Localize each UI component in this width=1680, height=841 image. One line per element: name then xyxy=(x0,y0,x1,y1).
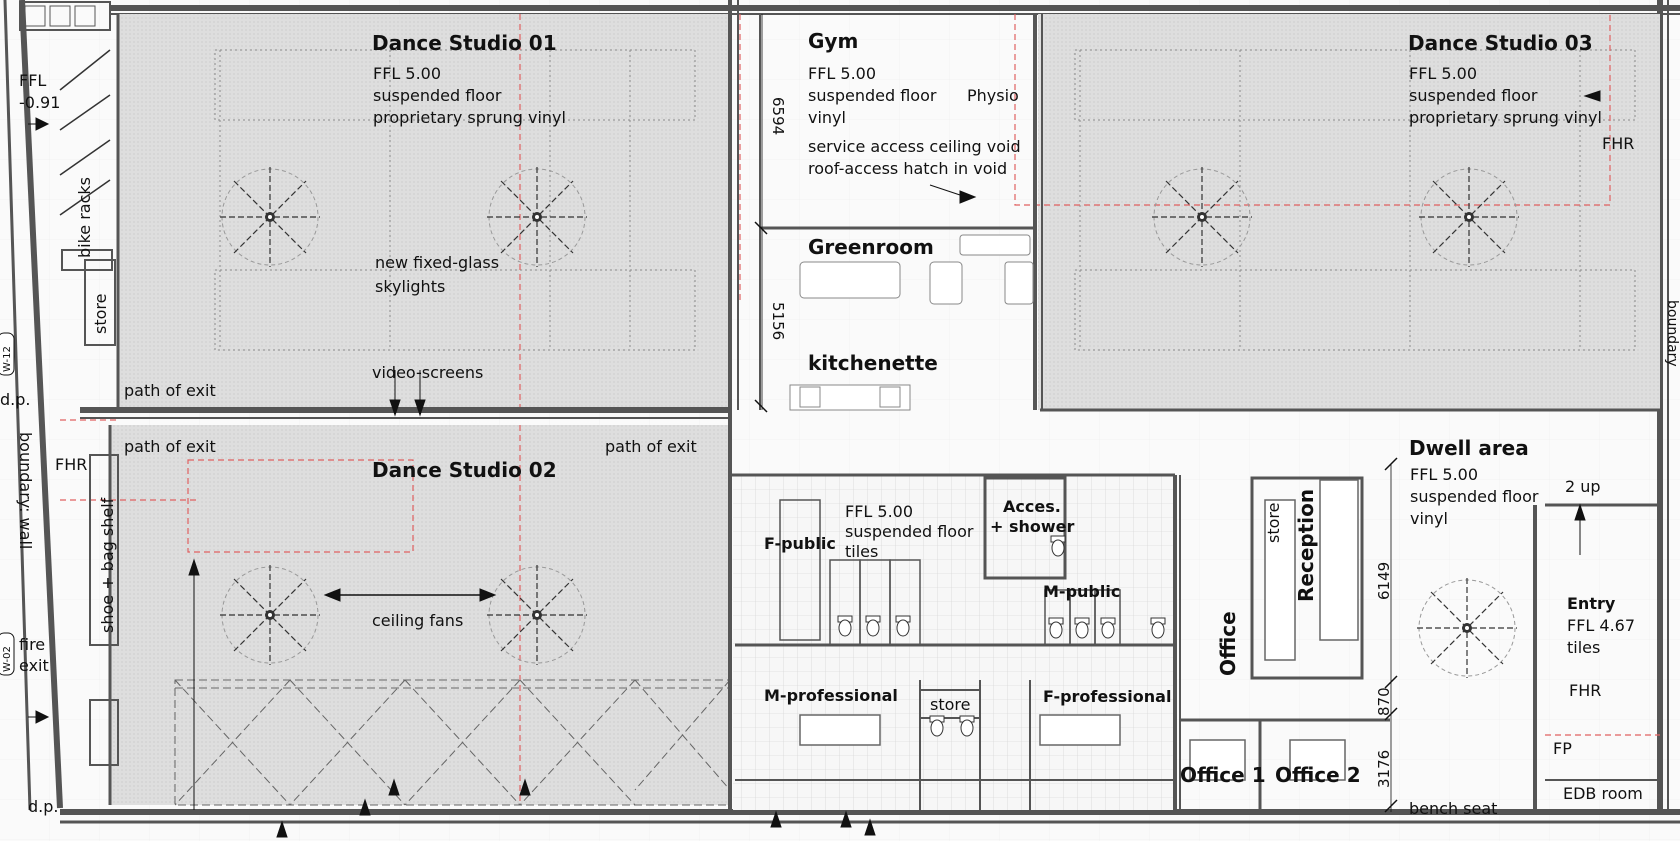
fhr-label-left: FHR xyxy=(55,455,88,474)
two-up-label: 2 up xyxy=(1565,477,1601,496)
toilets-floor-type: suspended floor xyxy=(845,522,974,541)
gym-title: Gym xyxy=(808,29,859,53)
skylights-line1: new fixed-glass xyxy=(375,253,500,272)
skylights-line2: skylights xyxy=(375,277,446,296)
dwell-floor-type: suspended floor xyxy=(1410,487,1539,506)
gym-ffl: FFL 5.00 xyxy=(808,64,877,83)
office-label: Office xyxy=(1216,611,1240,676)
boundary-right-label: boundary xyxy=(1664,300,1680,367)
ffl-left-label: FFL xyxy=(19,71,47,90)
f-public-label: F-public xyxy=(764,534,836,553)
entry-title: Entry xyxy=(1567,594,1616,613)
dance-studio-03-floor xyxy=(1038,14,1660,410)
dwell-finish: vinyl xyxy=(1410,509,1448,528)
dance-studio-03-floor-type: suspended floor xyxy=(1409,86,1538,105)
dance-studio-01-floor-type: suspended floor xyxy=(373,86,502,105)
dance-studio-01-finish: proprietary sprung vinyl xyxy=(373,108,566,127)
dance-studio-03-ffl: FFL 5.00 xyxy=(1409,64,1478,83)
kitchenette-title: kitchenette xyxy=(808,351,938,375)
dimension-6149: 6149 xyxy=(1375,561,1393,600)
path-of-exit-upper: path of exit xyxy=(124,381,216,400)
store-center-label: store xyxy=(930,695,971,714)
path-of-exit-lower-left: path of exit xyxy=(124,437,216,456)
shoe-bag-shelf-label: shoe + bag shelf xyxy=(98,497,117,633)
greenroom-title: Greenroom xyxy=(808,235,934,259)
dance-studio-02-title: Dance Studio 02 xyxy=(372,458,557,482)
dwell-area-title: Dwell area xyxy=(1409,436,1529,460)
dance-studio-01-title: Dance Studio 01 xyxy=(372,31,557,55)
fhr-label-studio-03: FHR xyxy=(1602,134,1635,153)
entry-finish: tiles xyxy=(1567,638,1601,657)
dance-studio-01-ffl: FFL 5.00 xyxy=(373,64,442,83)
m-public-label: M-public xyxy=(1043,582,1121,601)
dimension-5156: 5156 xyxy=(769,302,787,341)
dimension-3176: 3176 xyxy=(1375,749,1393,788)
ceiling-fans-label: ceiling fans xyxy=(372,611,464,630)
fire-exit-line1: fire xyxy=(19,635,46,654)
acces-shower-line2: + shower xyxy=(990,517,1075,536)
acces-shower-line1: Acces. xyxy=(1003,497,1061,516)
gym-floor-type: suspended floor xyxy=(808,86,937,105)
video-screens-label: video-screens xyxy=(372,363,484,382)
w02-label: W-02 xyxy=(2,646,13,672)
fhr-label-entry: FHR xyxy=(1569,681,1602,700)
fire-exit-line2: exit xyxy=(19,656,49,675)
bike-racks-label: bike racks xyxy=(75,176,94,258)
store-reception-label: store xyxy=(1264,502,1283,543)
f-professional-label: F-professional xyxy=(1043,687,1172,706)
office-2-label: Office 2 xyxy=(1275,763,1361,787)
dp-label-lower: d.p. xyxy=(28,797,59,816)
dwell-ffl: FFL 5.00 xyxy=(1410,465,1479,484)
physio-label: Physio xyxy=(967,86,1019,105)
toilets-finish: tiles xyxy=(845,542,879,561)
edb-room-label: EDB room xyxy=(1563,784,1643,803)
path-of-exit-lower-right: path of exit xyxy=(605,437,697,456)
ffl-left-value: -0.91 xyxy=(19,93,61,112)
gym-note-hatch: roof-access hatch in void xyxy=(808,159,1008,178)
gym-note-ceiling: service access ceiling void xyxy=(808,137,1021,156)
dimension-870: 870 xyxy=(1375,687,1393,716)
m-professional-label: M-professional xyxy=(764,686,898,705)
entry-ffl: FFL 4.67 xyxy=(1567,616,1636,635)
reception-label: Reception xyxy=(1294,488,1318,602)
boundary-wall-label: boundary: wall xyxy=(16,432,35,550)
store-left-label: store xyxy=(91,293,110,334)
fp-label: FP xyxy=(1553,739,1572,758)
w12-label: W-12 xyxy=(2,346,13,372)
office-1-label: Office 1 xyxy=(1180,763,1266,787)
dance-studio-03-title: Dance Studio 03 xyxy=(1408,31,1593,55)
dimension-6594: 6594 xyxy=(769,97,787,136)
bench-seat-label: bench seat xyxy=(1409,799,1498,818)
dp-label-upper: d.p. xyxy=(0,390,31,409)
dance-studio-03-finish: proprietary sprung vinyl xyxy=(1409,108,1602,127)
gym-finish: vinyl xyxy=(808,108,846,127)
toilets-ffl: FFL 5.00 xyxy=(845,502,914,521)
